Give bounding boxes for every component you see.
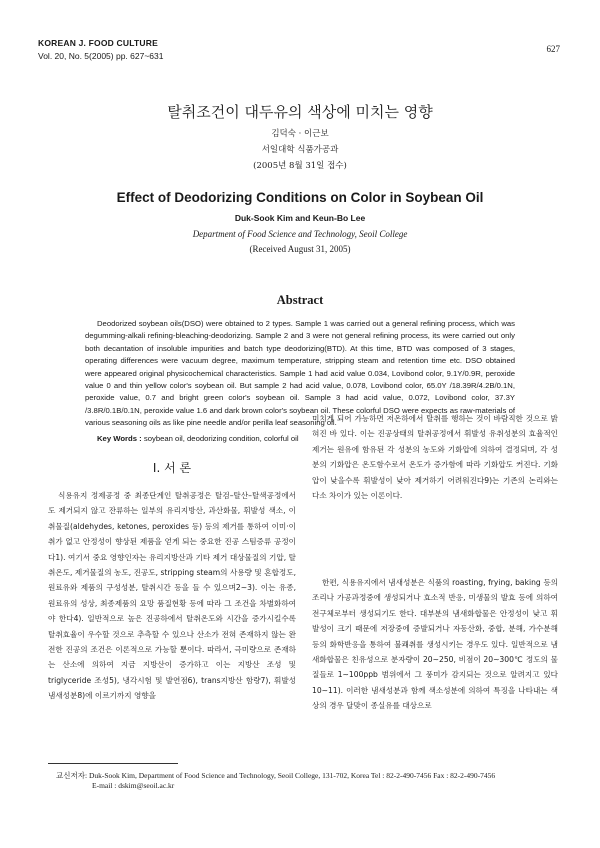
english-authors: Duk-Sook Kim and Keun-Bo Lee [234, 213, 366, 223]
journal-volume: Vol. 20, No. 5(2005) pp. 627~631 [38, 51, 164, 61]
journal-name: KOREAN J. FOOD CULTURE [38, 38, 158, 48]
english-received-date: (Received August 31, 2005) [249, 244, 351, 254]
section-heading: I. 서 론 [152, 461, 192, 475]
abstract-text: Deodorized soybean oils(DSO) were obtained to 2 types. Sample 1 was carried out a general refining process, which was degumming-alkali refining-bleaching-deodorizing. Sample 2 and 3 were not general refining process, its were carried out only both decantation of insoluble impurities and batch type deodorizing(BTD). At this time, BTD was composed of 3 stages, operating differences were vacuum degree, maximum temperature, stripping steam and retention time etc. DSO obtained were appeared original physicochemical characteristics. Sample 1 had acid value 0.034, Lovibond color, 9.1Y/0.9R, peroxide value 0 and thin yellow color's soybean oil. But sample 2 had acid value, 0.078, Lovibond color, 65.0Y /18.39R/4.2B/0.1N, peroxide value, 0.7 and bright green color's soybean oil. Sample 3 had acid value, 0.072, Lovibond color, 37.3Y /3.8R/0.1B/0.1N, peroxide value 1.6 and dark brown color's soybean oil. These colorful DSO were expects as raw-materials of various seasoning oils as like pine needle and/or perilla leaf seasoning oil. [85, 319, 515, 428]
korean-authors: 김덕숙 · 이근보 [271, 129, 329, 139]
body-right-column-para2: 한편, 식용유지에서 냄새성분은 식품의 roasting, frying, baking 등의 조리나 가공과정중에 생성되거나 효소적 반응, 미생물의 발효 등에 의하여 전구체로부터 생성되기도 한다. 대부분의 냄새화합물은 안정성이 낮고 휘발성이 크기 때문에 저장중에 증발되거나 자동산화, 중합, 분해, 가수분해 등의 화학반응을 통하여 불쾌취를 생성시키는 경우도 있다. 일반적으로 냄새화합물은 친유성으로 분자량이 20~250, 비점이 20~300℃ 정도의 물질들로 1~100ppb 범위에서 그 풍미가 감지되는 것으로 알려지고 있다10~11). 이러한 냄새성분과 함께 색소성분에 의하여 특징을 나타내는 색상의 경우 달맞이 종실유를 대상으로 [312, 578, 558, 711]
page-number: 627 [546, 44, 560, 54]
abstract-heading: Abstract [276, 293, 324, 307]
body-right-column-para1: 미치게 되어 가능하면 저온하에서 탈취를 행하는 것이 바람직한 것으로 밝혀진 바 있다. 이는 진공상태의 탈취공정에서 휘발성 유취성분의 효율적인 제거는 원유에 함유된 각 성분의 농도와 기화압에 의하여 결정되며, 각 성분의 기화압은 온도함수로서 온도가 증가함에 따라 기화압도 커진다. 기화압이 낮을수록 휘발성이 낮아 제거하기 어려워진다9)는 기존의 논리와는 다소 차이가 있는 이론이다. [312, 414, 558, 501]
english-title: Effect of Deodorizing Conditions on Color in Soybean Oil [116, 190, 484, 205]
keywords [97, 434, 299, 443]
corresponding-author: 교신저자: Duk-Sook Kim, Department of Food Science and Technology, Seoil College, 131-702, Korea Tel : 82-2-490-7456 Fax : 82-2-490-7456 [56, 771, 496, 780]
footnote-divider [48, 763, 178, 764]
korean-received-date: (2005년 8월 31일 접수) [253, 161, 347, 171]
korean-title: 탈취조건이 대두유의 색상에 미치는 영향 [167, 103, 433, 121]
korean-affiliation: 서일대학 식품가공과 [261, 145, 339, 155]
keywords-label: Key Words : [97, 434, 142, 443]
keywords-list: soybean oil, deodorizing condition, colorful oil [141, 434, 299, 443]
author-email: E-mail : dskim@seoil.ac.kr [92, 781, 175, 790]
body-left-column: 식용유지 정제공정 중 최종단계인 탈취공정은 탈검–탈산–탈색공정에서도 제거되지 않고 잔류하는 일부의 유리지방산, 과산화물, 휘발성 색소, 이취물질(aldehydes, ketones, peroxides 등) 등의 제거를 통하여 이미·이취가 없고 안정성이 향상된 제품을 얻게 되는 중요한 진공 스팀증류 공정이다1). 여기서 중요 영향인자는 유리지방산과 기타 제거 대상물질의 기압, 탈취온도, 제거물질의 농도, 진공도, stripping steam의 사용량 및 혼합정도, 원료유와 제품의 구성성분, 탈취시간 등을 들 수 있으며2~3). 이는 유종, 원료유의 성상, 최종제품의 요망 품질현황 등에 따라 그 조건을 차별화하여야 한다4). 일반적으로 높은 진공하에서 탈취온도와 시간을 증가시킬수록 탈취효율이 우수할 것으로 추측할 수 있으나 산소가 전혀 존재하지 않는 완전한 진공의 조건은 이론적으로 가능할 뿐이다. 따라서, 극미량으로 존재하는 산소에 의하여 지금 지방산이 증가하고 이는 지방산 조성 및 triglyceride 조성5), 냉각시험 및 발연점6), trans지방산 함량7), 휘발성 냄새성분8)에 이르기까지 영향을 [48, 491, 296, 701]
english-affiliation: Department of Food Science and Technology, Seoil College [192, 229, 408, 239]
